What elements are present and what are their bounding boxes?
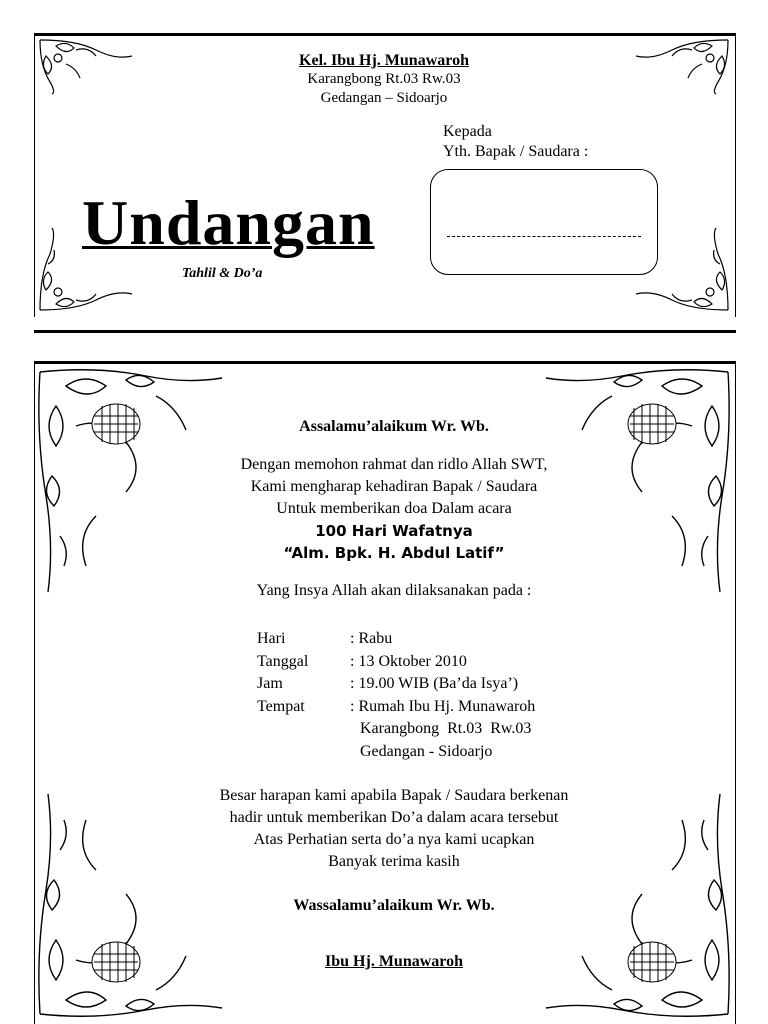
- recipient-heading: [443, 122, 588, 162]
- detail-value: : Rabu: [350, 630, 393, 647]
- closing-line: hadir untuk memberikan Do’a dalam acara tersebut: [229, 809, 559, 826]
- detail-label: Tempat: [257, 697, 305, 715]
- to-label: Kepada: [443, 123, 492, 140]
- deceased-name: “Alm. Bpk. H. Abdul Latif”: [283, 544, 505, 562]
- to-line: Yth. Bapak / Saudara :: [443, 143, 589, 160]
- detail-value: : Rumah Ibu Hj. Munawaroh: [350, 697, 536, 715]
- sender-block: [200, 52, 568, 108]
- farewell-greeting: Wassalamu’alaikum Wr. Wb.: [293, 897, 495, 914]
- invitation-title: Undangan: [82, 187, 375, 258]
- intro-line: Dengan memohon rahmat dan ridlo Allah SWT,: [240, 456, 548, 473]
- closing-paragraph: [120, 785, 668, 873]
- detail-row-date: [257, 651, 535, 674]
- detail-row-time: [257, 673, 535, 696]
- sender-name: Kel. Ibu Hj. Munawaroh: [299, 52, 469, 69]
- closing-line: Besar harapan kami apabila Bapak / Saudara berkenan: [219, 787, 569, 804]
- cut-divider: [34, 330, 736, 333]
- invitation-subtitle: Tahlil & Do’a: [182, 266, 263, 281]
- detail-row-place: [257, 696, 535, 719]
- recipient-address-box: [430, 169, 658, 275]
- place-address-line: Gedangan - Sidoarjo: [360, 742, 493, 760]
- intro-line: Untuk memberikan doa Dalam acara: [276, 500, 512, 517]
- recipient-name-line: [447, 236, 641, 237]
- detail-value: : 19.00 WIB (Ba’da Isya’): [350, 675, 519, 692]
- detail-label: Jam: [257, 675, 283, 692]
- detail-label: Hari: [257, 630, 286, 647]
- closing-line: Atas Perhatian serta do’a nya kami ucapkan: [253, 831, 535, 848]
- intro-line: Kami mengharap kehadiran Bapak / Saudara: [250, 478, 538, 495]
- detail-value: : 13 Oktober 2010: [350, 652, 467, 670]
- sender-address-line-2: Gedangan – Sidoarjo: [320, 90, 448, 106]
- place-address-line: Karangbong Rt.03 Rw.03: [360, 720, 532, 737]
- detail-label: Tanggal: [257, 652, 309, 670]
- detail-row-day: [257, 628, 535, 651]
- sender-address-line-1: Karangbong Rt.03 Rw.03: [307, 71, 461, 87]
- event-details: [257, 628, 535, 763]
- event-name: 100 Hari Wafatnya: [315, 522, 473, 540]
- signature-name: Ibu Hj. Munawaroh: [325, 953, 463, 970]
- closing-line: Banyak terima kasih: [328, 853, 460, 870]
- letter-body: [120, 418, 668, 602]
- schedule-intro: Yang Insya Allah akan dilaksanakan pada :: [256, 582, 532, 599]
- opening-greeting: Assalamu’alaikum Wr. Wb.: [299, 418, 489, 435]
